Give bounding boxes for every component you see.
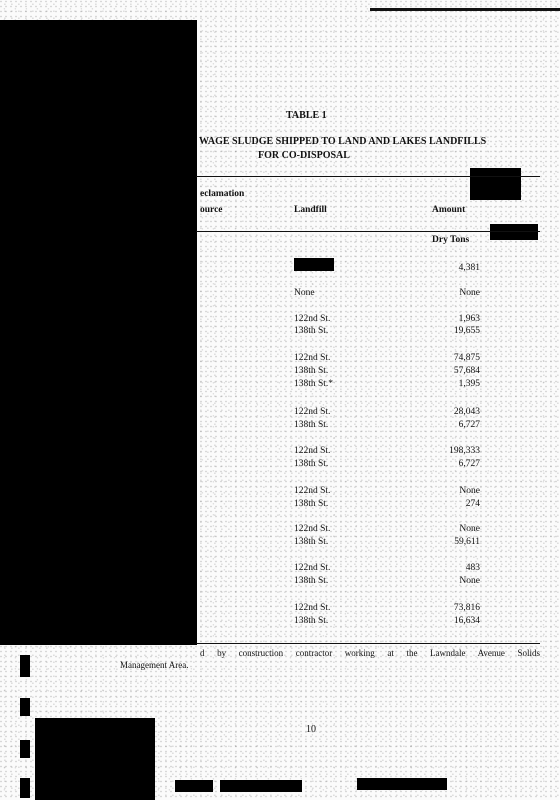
landfill-cell: 122nd St. [294,563,331,573]
column-header-reclamation-line2: ource [200,205,223,215]
redaction-left-panel [0,20,197,645]
landfill-cell: 122nd St. [294,353,331,363]
landfill-cell: 122nd St. [294,524,331,534]
landfill-cell: 138th St. [294,326,329,336]
landfill-cell: 138th St.* [294,379,334,389]
footnote-rule [196,643,540,644]
amount-cell: 4,381 [458,263,480,273]
amount-cell: 1,963 [458,314,480,324]
redaction-bottom-block [35,718,155,800]
landfill-cell: 122nd St. [294,486,331,496]
amount-cell: None [459,524,480,534]
amount-cell: 16,634 [453,616,480,626]
column-header-reclamation-line1: eclamation [200,189,245,199]
unit-label: Dry Tons [432,235,470,245]
landfill-cell: 122nd St. [294,603,331,613]
amount-cell: 59,611 [454,537,480,547]
redaction-bottom-strip-3 [357,778,447,790]
amount-cell: 19,655 [453,326,480,336]
redaction-bottom-strip-2 [220,780,302,792]
redaction-unit-right [490,224,538,240]
amount-cell: 6,727 [458,459,480,469]
header-top-rule [196,176,540,177]
landfill-cell: 138th St. [294,420,329,430]
redaction-bottom-strip-1 [175,780,213,792]
amount-cell: None [459,288,480,298]
table-heading-line1: WAGE SLUDGE SHIPPED TO LAND AND LAKES LANDFILLS [199,136,487,147]
landfill-cell: 138th St. [294,537,329,547]
table-title: TABLE 1 [286,110,327,121]
landfill-cell: 138th St. [294,576,329,586]
amount-cell: 57,684 [453,366,480,376]
landfill-cell: 122nd St. [294,407,331,417]
amount-cell: 74,875 [453,353,480,363]
amount-cell: 274 [465,499,480,509]
redaction-header-right [470,168,521,200]
amount-cell: 6,727 [458,420,480,430]
footnote-line2: Management Area. [120,660,189,670]
redaction-first-row-landfill [294,258,334,271]
amount-cell: 198,333 [449,446,480,456]
landfill-cell: None [294,288,315,298]
redaction-left-margin-4 [20,778,30,798]
redaction-left-margin-3 [20,740,30,758]
column-header-landfill: Landfill [294,205,327,215]
amount-cell: 1,395 [458,379,480,389]
amount-cell: 483 [465,563,480,573]
top-rule [370,8,560,11]
amount-cell: 28,043 [453,407,480,417]
footnote-line1: d by construction contractor working at the Lawndale Avenue Solids [200,648,540,658]
page-number: 10 [306,724,316,735]
landfill-cell: 122nd St. [294,314,331,324]
redaction-left-margin-2 [20,698,30,716]
amount-cell: None [459,486,480,496]
column-header-amount: Amount [432,205,466,215]
landfill-cell: 138th St. [294,616,329,626]
table-heading-line2: FOR CO-DISPOSAL [258,150,350,161]
amount-cell: None [459,576,480,586]
landfill-cell: 138th St. [294,366,329,376]
header-bottom-rule [196,231,540,232]
redaction-left-margin-1 [20,655,30,677]
landfill-cell: 138th St. [294,459,329,469]
landfill-cell: 122nd St. [294,446,331,456]
amount-cell: 73,816 [453,603,480,613]
landfill-cell: 138th St. [294,499,329,509]
footnote [120,647,540,671]
